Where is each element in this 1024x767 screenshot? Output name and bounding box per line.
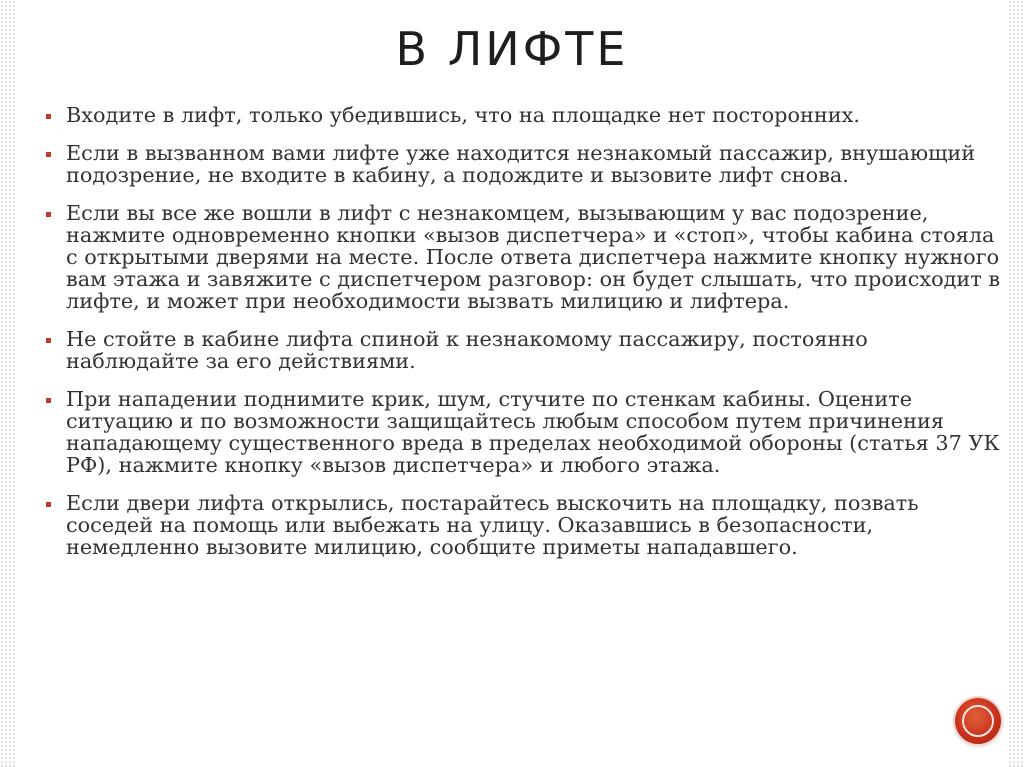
slide-title: В ЛИФТЕ	[395, 22, 629, 76]
bullet-marker	[46, 338, 51, 343]
bullet-text: Если в вызванном вами лифте уже находится незнакомый пассажир, внушающий подозрение, не входите в кабину, а подождите и вызовите лифт снова.	[66, 141, 976, 187]
bullet-text: Если вы все же вошли в лифт с незнакомцем, вызывающим у вас подозрение, нажмите одновременно кнопки «вызов диспетчера» и «стоп», чтобы кабина стояла с открытыми дверями на месте. После ответа диспетчера нажмите кнопку нужного вам этажа и завяжите с диспетчером разговор: он будет слышать, что происходит в лифте, и может при необходимости вызвать милицию и лифтера.	[66, 201, 1001, 313]
bullet-text: Входите в лифт, только убедившись, что на площадке нет посторонних.	[66, 103, 860, 127]
bullet-list	[66, 104, 1006, 574]
right-decorative-edge	[1008, 0, 1024, 767]
bullet-marker	[46, 398, 51, 403]
bullet-item	[66, 328, 1006, 372]
left-decorative-edge	[0, 0, 16, 767]
bullet-text: Если двери лифта открылись, постарайтесь выскочить на площадку, позвать соседей на помощь или выбежать на улицу. Оказавшись в безопасности, немедленно вызовите милицию, сообщите приметы нападавшего.	[66, 491, 919, 559]
bullet-item	[66, 142, 1006, 186]
bullet-item	[66, 388, 1006, 476]
badge-ring-icon	[962, 705, 994, 737]
bullet-text: При нападении поднимите крик, шум, стучите по стенкам кабины. Оцените ситуацию и по возможности защищайтесь любым способом путем причинения нападающему существенного вреда в пределах необходимой обороны (статья 37 УК РФ), нажмите кнопку «вызов диспетчера» и любого этажа.	[66, 387, 1000, 477]
bullet-item	[66, 104, 1006, 126]
bullet-item	[66, 202, 1006, 312]
bullet-item	[66, 492, 1006, 558]
bullet-text: Не стойте в кабине лифта спиной к незнакомому пассажиру, постоянно наблюдайте за его действиями.	[66, 327, 868, 373]
bullet-marker	[46, 152, 51, 157]
slide-badge-circle	[955, 698, 1001, 744]
bullet-marker	[46, 212, 51, 217]
bullet-marker	[46, 114, 51, 119]
bullet-marker	[46, 502, 51, 507]
